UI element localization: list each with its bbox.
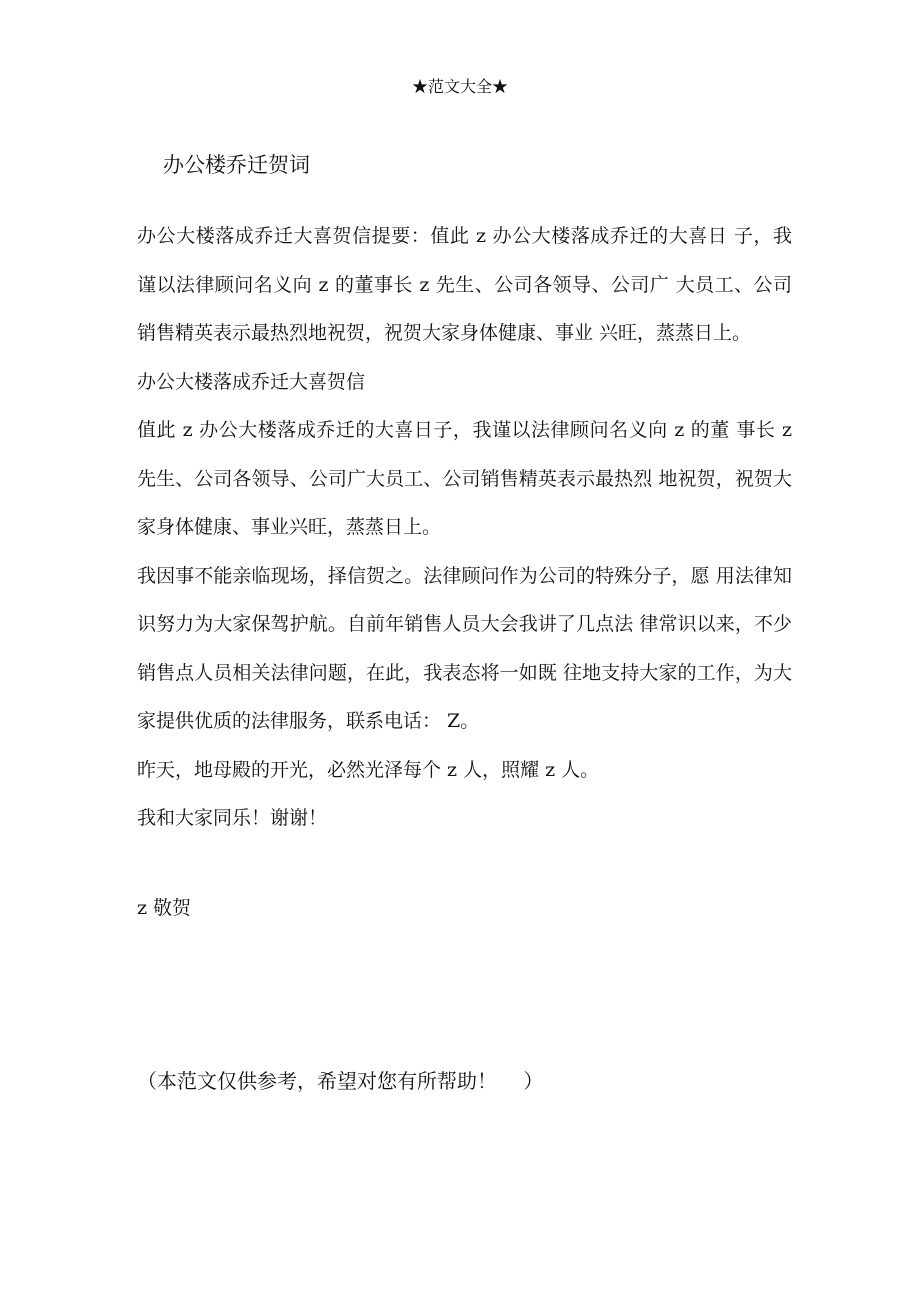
page-footer-note: （本范文仅供参考，希望对您有所帮助！ ） — [137, 1069, 544, 1093]
paragraph-thanks: 我和大家同乐！谢谢！ — [137, 807, 328, 829]
paragraph-summary: 办公大楼落成乔迁大喜贺信提要：值此 z 办公大楼落成乔迁的大喜日 子，我谨以法律顾问名义向 z 的董事长 z 先生、公司各领导、公司广 大员工、公司销售精英表示最热烈地祝贺，祝贺大家身体健康、事业 兴旺，蒸蒸日上。 — [137, 225, 792, 344]
page-header: ★范文大全★ — [411, 77, 508, 96]
document-title: 办公楼乔迁贺词 — [163, 153, 310, 177]
signature: z 敬贺 — [137, 897, 192, 919]
paragraph-message: 我因事不能亲临现场，择信贺之。法律顾问作为公司的特殊分子，愿 用法律知识努力为大家保驾护航。自前年销售人员大会我讲了几点法 律常识以来，不少销售点人员相关法律问题，在此，我表态将一如既 往地支持大家的工作，为大家提供优质的法律服务，联系电话： Z。 — [137, 564, 792, 732]
paragraph-subtitle: 办公大楼落成乔迁大喜贺信 — [137, 370, 366, 393]
paragraph-greeting: 值此 z 办公大楼落成乔迁的大喜日子，我谨以法律顾问名义向 z 的董 事长 z 先生、公司各领导、公司广大员工、公司销售精英表示最热烈 地祝贺，祝贺大家身体健康、事业兴旺，蒸蒸日上。 — [137, 419, 792, 538]
document-body — [137, 212, 792, 843]
paragraph-blessing: 昨天，地母殿的开光，必然光泽每个 z 人，照耀 z 人。 — [137, 758, 600, 781]
